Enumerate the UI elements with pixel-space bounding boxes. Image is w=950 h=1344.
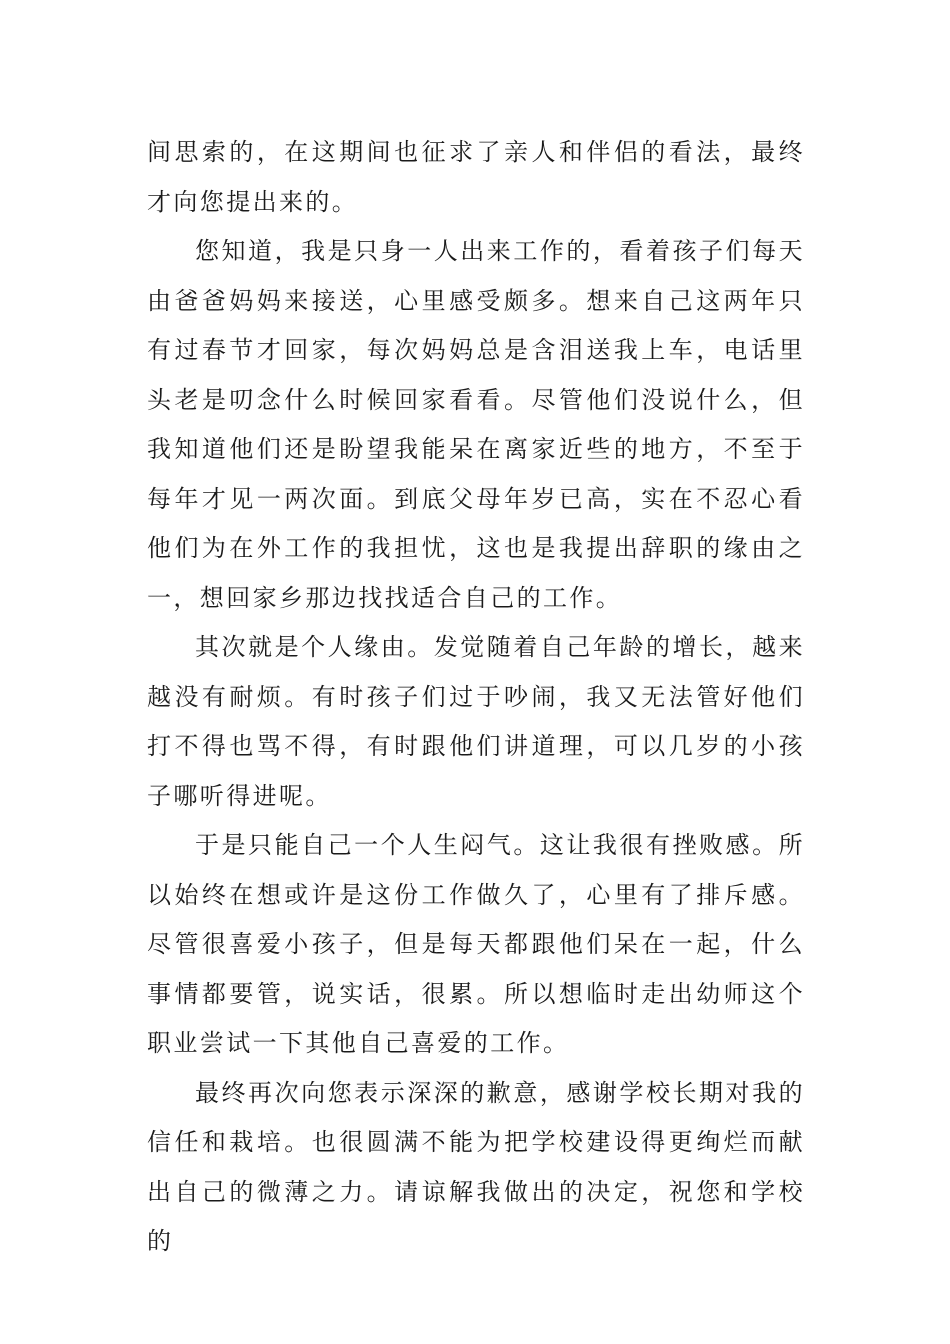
letter-body [147, 128, 805, 1267]
paragraph-family-reason: 您知道，我是只身一人出来工作的，看着孩子们每天由爸爸妈妈来接送，心里感受颇多。想来自己这两年只有过春节才回家，每次妈妈总是含泪送我上车，电话里头老是叨念什么时候回家看看。尽管他们没说什么，但我知道他们还是盼望我能呆在离家近些的地方，不至于每年才见一两次面。到底父母年岁已高，实在不忍心看他们为在外工作的我担忧，这也是我提出辞职的缘由之一，想回家乡那边找找适合自己的工作。 [147, 237, 805, 612]
paragraph-frustration: 于是只能自己一个人生闷气。这让我很有挫败感。所以始终在想或许是这份工作做久了，心里有了排斥感。尽管很喜爱小孩子，但是每天都跟他们呆在一起，什么事情都要管，说实话，很累。所以想临时走出幼师这个职业尝试一下其他自己喜爱的工作。 [147, 831, 805, 1057]
paragraph-closing: 最终再次向您表示深深的歉意，感谢学校长期对我的信任和栽培。也很圆满不能为把学校建设得更绚烂而献出自己的微薄之力。请谅解我做出的决定，祝您和学校的 [147, 1078, 805, 1255]
paragraph-personal-reason: 其次就是个人缘由。发觉随着自己年龄的增长，越来越没有耐烦。有时孩子们过于吵闹，我又无法管好他们打不得也骂不得，有时跟他们讲道理，可以几岁的小孩子哪听得进呢。 [147, 633, 805, 810]
paragraph-continuation: 间思索的，在这期间也征求了亲人和伴侣的看法，最终才向您提出来的。 [147, 138, 805, 216]
